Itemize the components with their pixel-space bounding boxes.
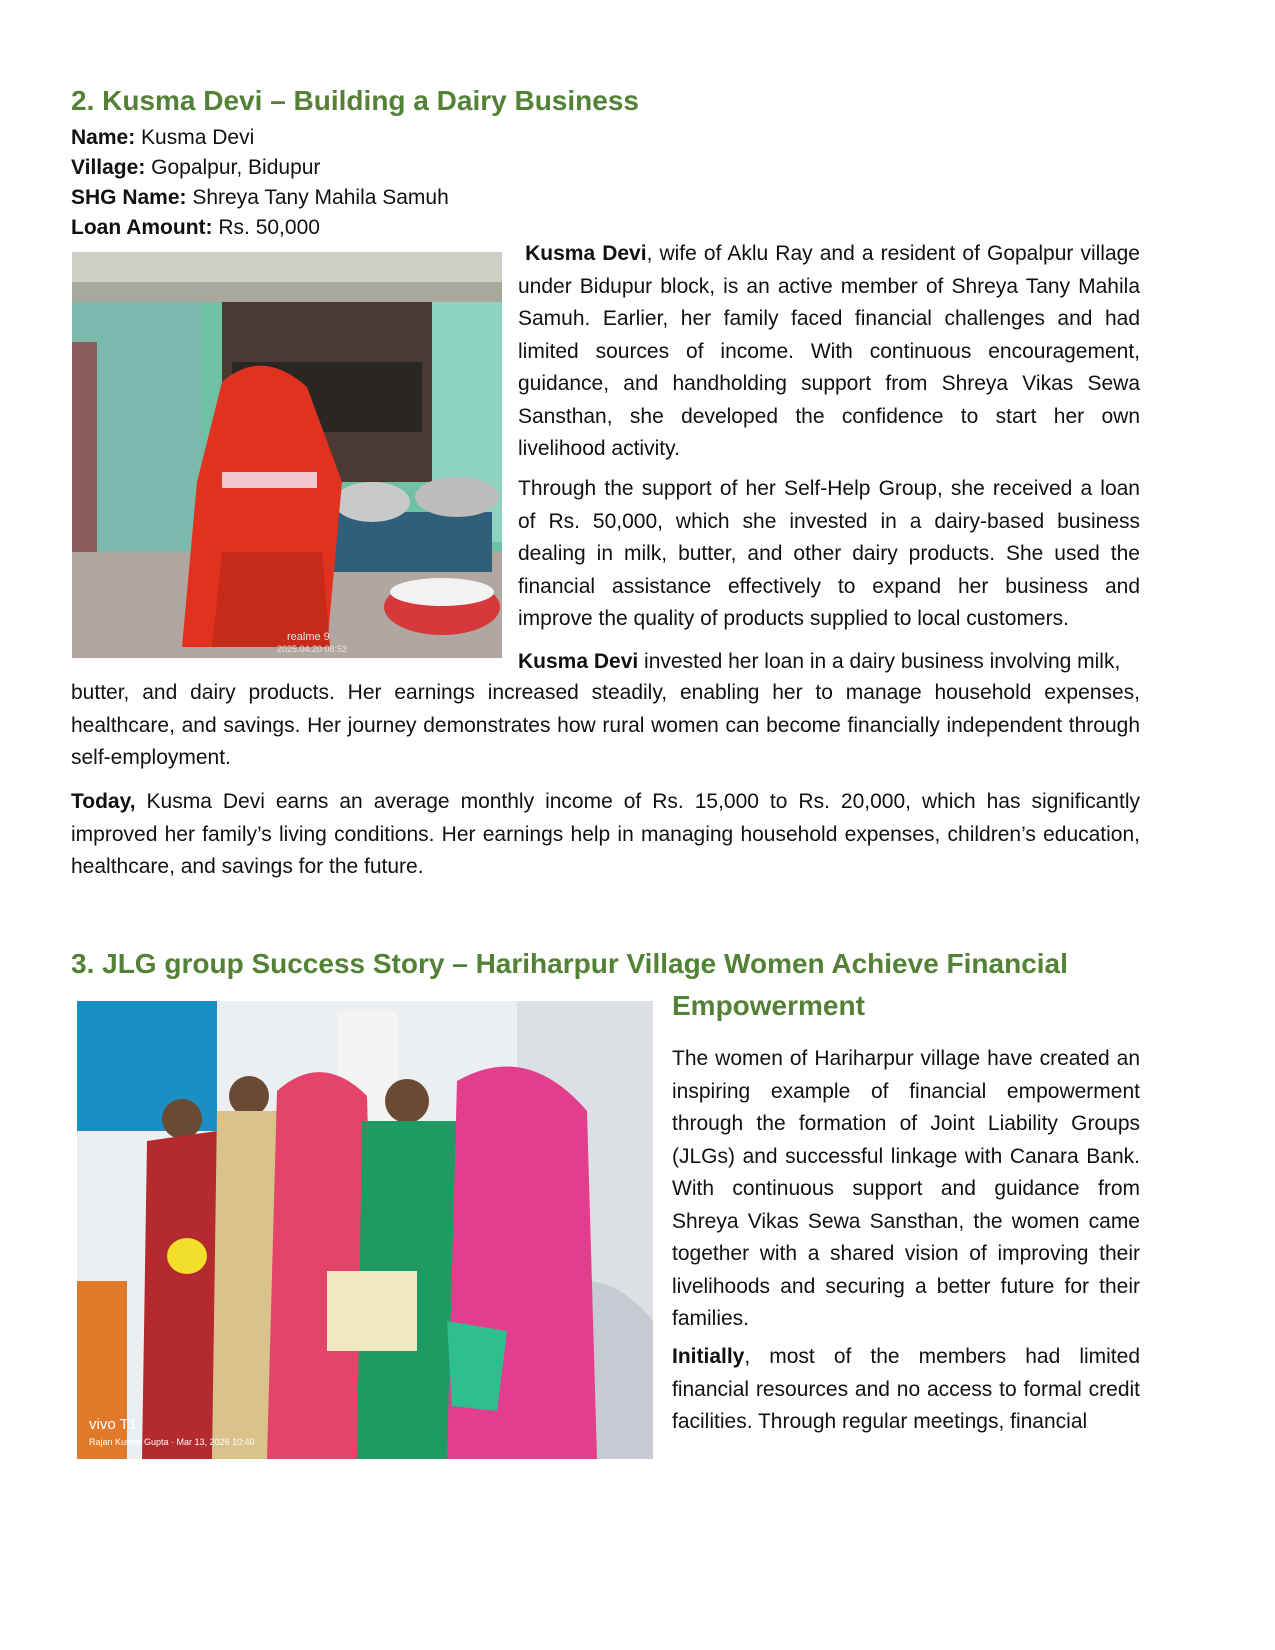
detail-village: Village: Gopalpur, Bidupur [71,156,321,179]
svg-text:Rajan Kumar Gupta · Mar 13, 20: Rajan Kumar Gupta · Mar 13, 2026 10:40 [89,1437,255,1447]
story2-paragraph-1: Kusma Devi, wife of Aklu Ray and a resident of Gopalpur village under Bidupur block, is an active member of Shreya Tany Mahila Samuh. Earlier, her family faced financial challenges and had limited sources of income. With continuous encouragement, guidance, and handholding support from Shreya Vikas Sewa Sansthan, she developed the confidence to start her own livelihood activity. [518,242,1140,460]
hariharpur-group-photo [77,1001,653,1459]
story2-paragraph-4: Today, Kusma Devi earns an average monthly income of Rs. 15,000 to Rs. 20,000, which has significantly improved her family’s living conditions. Her earnings help in managing household expenses, children’s education, healthcare, and savings for the future. [71,790,1140,878]
svg-text:2025.04.20 08:52: 2025.04.20 08:52 [277,644,348,654]
detail-loan-amount: Loan Amount: Rs. 50,000 [71,216,320,239]
story3-heading-continued: Empowerment [672,990,865,1021]
story3-paragraph-1: The women of Hariharpur village have created an inspiring example of financial empowerment through the formation of Joint Liability Groups (JLGs) and successful linkage with Canara Bank. With continuous support and guidance from Shreya Vikas Sewa Sansthan, the women came together with a shared vision of improving their livelihoods and securing a better future for their families. [672,1047,1140,1330]
svg-text:realme 9: realme 9 [287,631,330,643]
detail-name: Name: Kusma Devi [71,126,255,149]
kusma-devi-photo [72,252,502,658]
detail-shg-name: SHG Name: Shreya Tany Mahila Samuh [71,186,449,209]
story3-paragraph-2: Initially, most of the members had limited financial resources and no access to formal credit facilities. Through regular meetings, financial [672,1345,1140,1433]
svg-text:vivo T1: vivo T1 [89,1416,138,1433]
story2-details [71,123,449,243]
story2-paragraph-3-first-line: Kusma Devi invested her loan in a dairy business involving milk, [518,650,1121,673]
story2-paragraph-2: Through the support of her Self-Help Group, she received a loan of Rs. 50,000, which she invested in a dairy-based business dealing in milk, butter, and other dairy products. She used the financial assistance effectively to expand her business and improve the quality of products supplied to local customers. [518,477,1140,630]
story2-paragraph-3: butter, and dairy products. Her earnings increased steadily, enabling her to manage household expenses, healthcare, and savings. Her journey demonstrates how rural women can become financially independent through self-employment. [71,681,1140,769]
story2-heading: 2. Kusma Devi – Building a Dairy Business [71,85,639,116]
story3-heading: 3. JLG group Success Story – Hariharpur Village Women Achieve Financial [71,948,1068,979]
